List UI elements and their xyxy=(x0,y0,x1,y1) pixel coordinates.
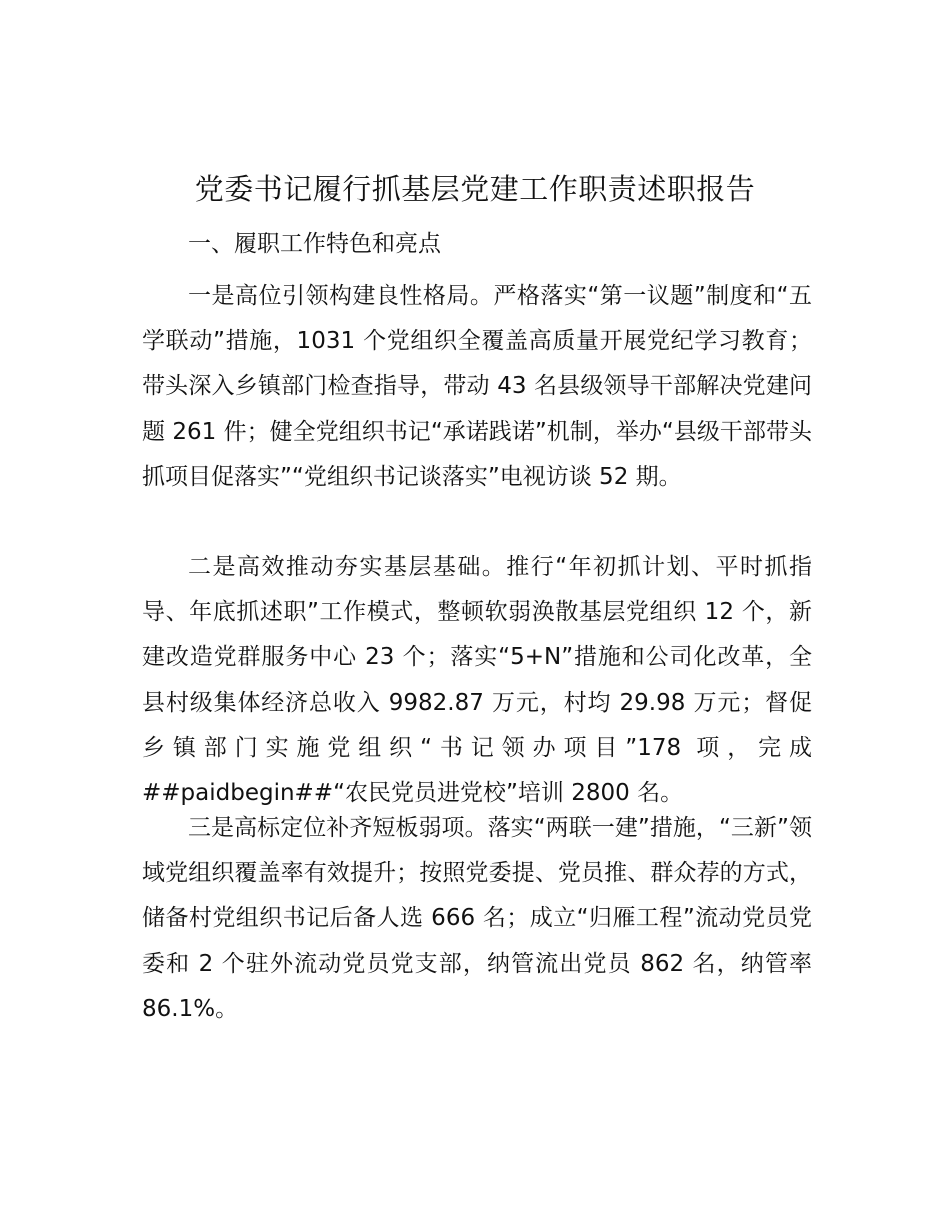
paragraph-2: 二是高效推动夯实基层基础。推行“年初抓计划、平时抓指导、年底抓述职”工作模式，整顿软弱涣散基层党组织 12 个，新建改造党群服务中心 23 个；落实“5+N”措施和公司化改革，全县村级集体经济总收入 9982.87 万元，村均 29.98 万元；督促乡镇部门实施党组织“书记领办项目”178 项，完成##paidbegin##“农民党员进党校”培训 2800 名。 xyxy=(142,554,812,807)
section-heading: 一、履职工作特色和亮点 xyxy=(188,231,441,257)
paragraph-3: 三是高标定位补齐短板弱项。落实“两联一建”措施，“三新”领域党组织覆盖率有效提升；按照党委提、党员推、群众荐的方式，储备村党组织书记后备人选 666 名；成立“归雁工程”流动党员党委和 2 个驻外流动党员党支部，纳管流出党员 862 名，纳管率 86.1%。 xyxy=(142,815,812,1022)
document-title: 党委书记履行抓基层党建工作职责述职报告 xyxy=(194,172,756,206)
paragraph-1: 一是高位引领构建良性格局。严格落实“第一议题”制度和“五学联动”措施，1031 个党组织全覆盖高质量开展党纪学习教育；带头深入乡镇部门检查指导，带动 43 名县级领导干部解决党建问题 261 件；健全党组织书记“承诺践诺”机制，举办“县级干部带头抓项目促落实”“党组织书记谈落实”电视访谈 52 期。 xyxy=(142,283,812,490)
